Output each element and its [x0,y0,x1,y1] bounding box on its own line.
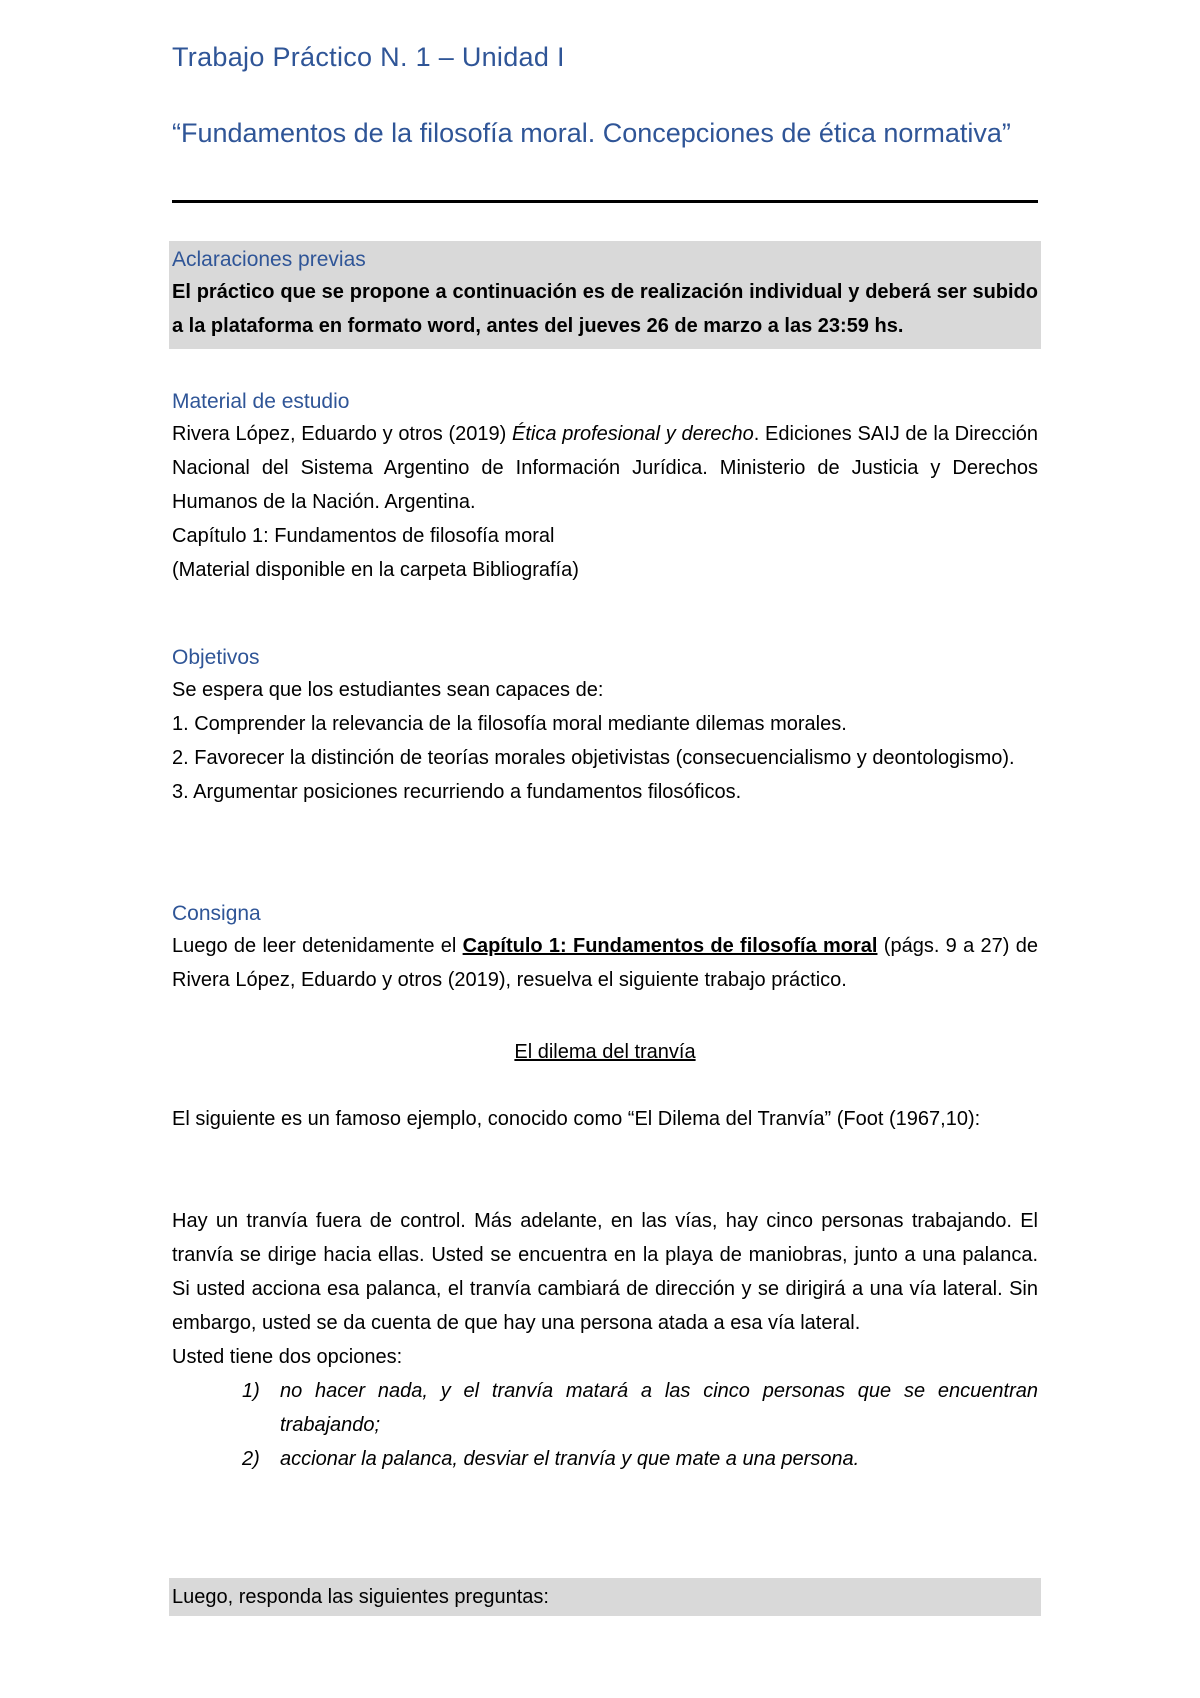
aclaraciones-heading: Aclaraciones previas [172,248,366,271]
reference-publisher: . Ediciones SAIJ de la Dirección Nacional del Sistema Argentino de Información Jurídica. Ministerio de Justicia y Derechos Humanos de la Nación. Argentina. [172,423,1039,513]
option-text: no hacer nada, y el tranvía matará a las cinco personas que se encuentran trabajando; [280,1380,1038,1436]
option-text: accionar la palanca, desviar el tranvía y que mate a una persona. [280,1448,860,1470]
consigna-text: Luego de leer detenidamente el Capítulo 1: Fundamentos de filosofía moral (págs. 9 a 27) de Rivera López, Eduardo y otros (2019), resuelva el siguiente trabajo práctico. [172,935,1038,991]
objetivo-item: 2. Favorecer la distinción de teorías morales objetivistas (consecuencialismo y deontologismo). [172,747,1015,769]
option-number: 2) [242,1448,260,1470]
material-reference [172,417,1038,519]
objetivos-section [172,643,1038,809]
option-item [172,1442,1038,1476]
material-chapter: Capítulo 1: Fundamentos de filosofía moral [172,525,555,547]
questions-intro: Luego, responda las siguientes preguntas: [172,1586,549,1608]
aclaraciones-box [169,241,1041,349]
reference-title: Ética profesional y derecho [512,423,754,445]
aclaraciones-text: El práctico que se propone a continuación es de realización individual y deberá ser subido a la plataforma en formato word, antes del jueves 26 de marzo a las 23:59 hs. [172,281,1038,337]
objetivo-item: 3. Argumentar posiciones recurriendo a fundamentos filosóficos. [172,781,742,803]
title-divider [172,200,1038,203]
dilema-scenario-section [172,1204,1038,1476]
material-availability: (Material disponible en la carpeta Bibliografía) [172,559,579,581]
dilema-title: El dilema del tranvía [514,1041,696,1063]
dilema-intro: El siguiente es un famoso ejemplo, conocido como “El Dilema del Tranvía” (Foot (1967,10): [172,1108,981,1130]
objetivos-heading: Objetivos [172,646,260,669]
options-intro: Usted tiene dos opciones: [172,1346,403,1368]
material-section [172,387,1038,587]
reference-authors: Rivera López, Eduardo y otros (2019) [172,423,513,445]
option-number: 1) [242,1380,260,1402]
document-title: Trabajo Práctico N. 1 – Unidad I [172,42,565,72]
consigna-heading: Consigna [172,902,261,925]
dilema-scenario: Hay un tranvía fuera de control. Más adelante, en las vías, hay cinco personas trabajando. El tranvía se dirige hacia ellas. Usted se encuentra en la playa de maniobras, junto a una palanca. Si usted acciona esa palanca, el tranvía cambiará de dirección y se dirigirá a una vía lateral. Sin embargo, usted se da cuenta de que hay una persona atada a esa vía lateral. [172,1210,1038,1334]
chapter-reference: Capítulo 1: Fundamentos de filosofía moral [462,935,878,957]
document-subtitle: “Fundamentos de la filosofía moral. Concepciones de ética normativa” [172,118,1011,148]
option-item [172,1374,1038,1442]
objetivos-intro: Se espera que los estudiantes sean capaces de: [172,679,604,701]
material-heading: Material de estudio [172,390,350,413]
questions-box [169,1578,1041,1616]
consigna-section [172,899,1038,997]
objetivo-item: 1. Comprender la relevancia de la filosofía moral mediante dilemas morales. [172,713,847,735]
